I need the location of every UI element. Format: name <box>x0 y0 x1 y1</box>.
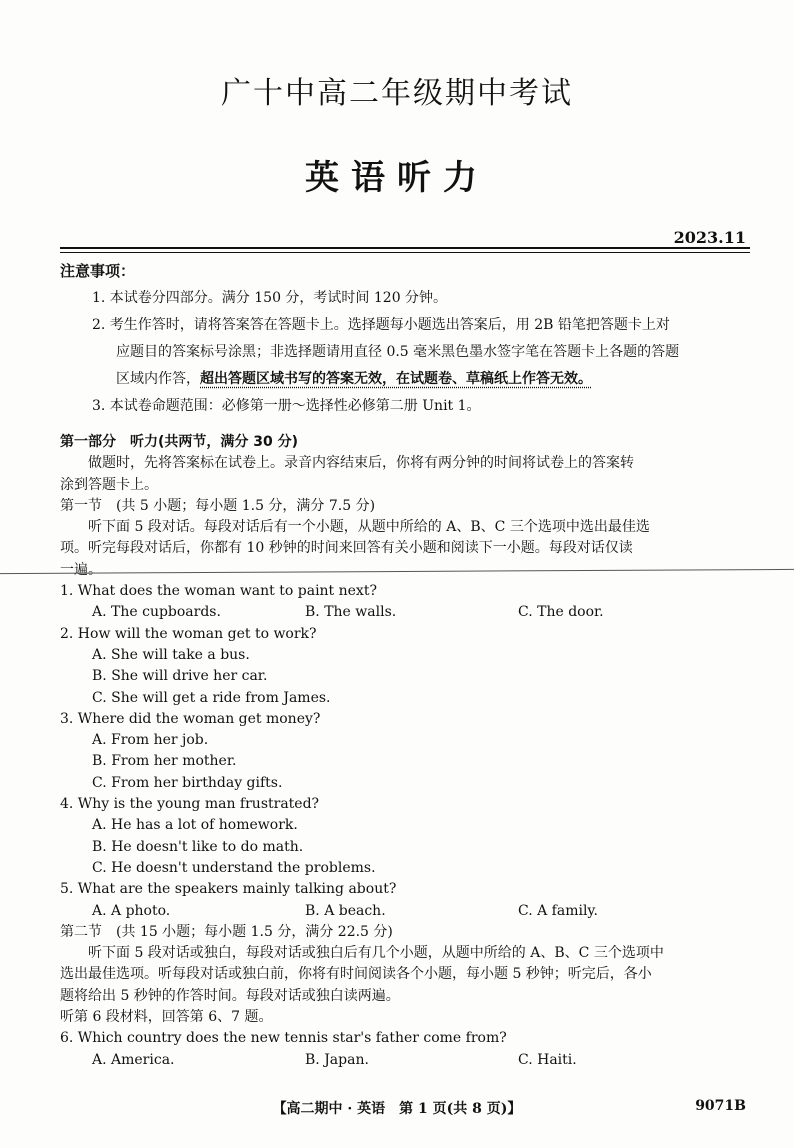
option-c: C. He doesn't understand the problems. <box>92 859 376 876</box>
question-3 <box>60 709 750 794</box>
option-a: A. He has a lot of homework. <box>92 817 298 834</box>
option-a: A. She will take a bus. <box>92 646 250 663</box>
options-row <box>60 901 750 922</box>
option-b: B. He doesn't like to do math. <box>92 838 304 855</box>
note-2c <box>60 366 750 393</box>
option-a: A. The cupboards. <box>92 604 221 621</box>
question-6 <box>60 1028 750 1071</box>
note-2a: 2. 考生作答时，请将答案答在答题卡上。选择题每小题选出答案后，用 2B 铅笔把答题卡上对 <box>92 317 670 333</box>
part1-intro-2: 涂到答题卡上。 <box>60 476 158 493</box>
material-6-instruction: 听第 6 段材料，回答第 6、7 题。 <box>60 1009 273 1026</box>
question-5 <box>60 879 750 922</box>
paper-code: 9071B <box>695 1098 746 1114</box>
question-text: 4. Why is the young man frustrated? <box>60 796 320 813</box>
part1-heading: 第一部分 听力(共两节，满分 30 分) <box>60 434 299 450</box>
question-text: 5. What are the speakers mainly talking about? <box>60 881 397 898</box>
question-text: 2. How will the woman get to work? <box>60 625 317 642</box>
question-1 <box>60 581 750 624</box>
part1-intro-1: 做题时，先将答案标在试卷上。录音内容结束后，你将有两分钟的时间将试卷上的答案转 <box>88 455 634 472</box>
section1-heading: 第一节 (共 5 小题；每小题 1.5 分，满分 7.5 分) <box>60 497 376 514</box>
question-2 <box>60 624 750 709</box>
option-c: C. The door. <box>518 604 604 621</box>
option-c: C. She will get a ride from James. <box>92 689 331 706</box>
option-b: B. She will drive her car. <box>92 668 268 685</box>
note-2c-text: 区域内作答， <box>116 371 200 387</box>
section2-intro-3: 题将给出 5 秒钟的作答时间。每段对话或独白读两遍。 <box>60 987 400 1004</box>
header-rule-thin <box>60 252 750 253</box>
section1-intro-3: 一遍。 <box>60 561 102 578</box>
note-2b: 应题目的答案标号涂黑；非选择题请用直径 0.5 毫米黑色墨水签字笔在答题卡上各题的答题 <box>116 344 680 360</box>
note-1: 1. 本试卷分四部分。满分 150 分，考试时间 120 分钟。 <box>92 290 448 306</box>
options-row <box>60 602 750 623</box>
question-text: 6. Which country does the new tennis star's father come from? <box>60 1030 507 1047</box>
option-a: A. A photo. <box>92 902 171 919</box>
option-c: C. From her birthday gifts. <box>92 774 283 791</box>
option-b: B. A beach. <box>305 902 386 919</box>
option-b: B. Japan. <box>305 1051 369 1068</box>
section1-intro-2: 项。听完每段对话后，你都有 10 秒钟的时间来回答有关小题和阅读下一小题。每段对话仅读 <box>60 540 633 557</box>
option-b: B. From her mother. <box>92 753 237 770</box>
header-rule-thick <box>60 247 750 249</box>
section1-intro-1: 听下面 5 段对话。每段对话后有一个小题，从题中所给的 A、B、C 三个选项中选出最佳选 <box>88 519 650 536</box>
question-text: 1. What does the woman want to paint next? <box>60 583 377 600</box>
note-3: 3. 本试卷命题范围：必修第一册～选择性必修第二册 Unit 1。 <box>92 398 481 414</box>
options-row <box>60 1050 750 1071</box>
part1-section <box>60 432 750 1071</box>
option-b: B. The walls. <box>305 604 397 621</box>
question-4 <box>60 794 750 879</box>
page-footer: 【高二期中 · 英语 第 1 页(共 8 页)】 <box>272 1101 522 1117</box>
option-a: A. From her job. <box>92 732 209 749</box>
option-a: A. America. <box>92 1051 175 1068</box>
option-c: C. Haiti. <box>518 1051 577 1068</box>
question-text: 3. Where did the woman get money? <box>60 710 321 727</box>
exam-date: 2023.11 <box>673 228 746 247</box>
note-2-emphasis: 超出答题区域书写的答案无效，在试题卷、草稿纸上作答无效。 <box>200 371 592 387</box>
notes-heading: 注意事项： <box>60 262 136 280</box>
section2-intro-2: 选出最佳选项。听每段对话或独白前，你将有时间阅读各个小题，每小题 5 秒钟；听完后，各小 <box>60 966 652 983</box>
notes-section <box>60 258 750 420</box>
exam-subtitle: 英语听力 <box>305 158 489 198</box>
section2-intro-1: 听下面 5 段对话或独白，每段对话或独白后有几个小题，从题中所给的 A、B、C 三个选项中 <box>88 945 664 962</box>
option-c: C. A family. <box>518 902 598 919</box>
section2-heading: 第二节 (共 15 小题；每小题 1.5 分，满分 22.5 分) <box>60 923 393 940</box>
exam-title: 广十中高二年级期中考试 <box>221 76 573 111</box>
